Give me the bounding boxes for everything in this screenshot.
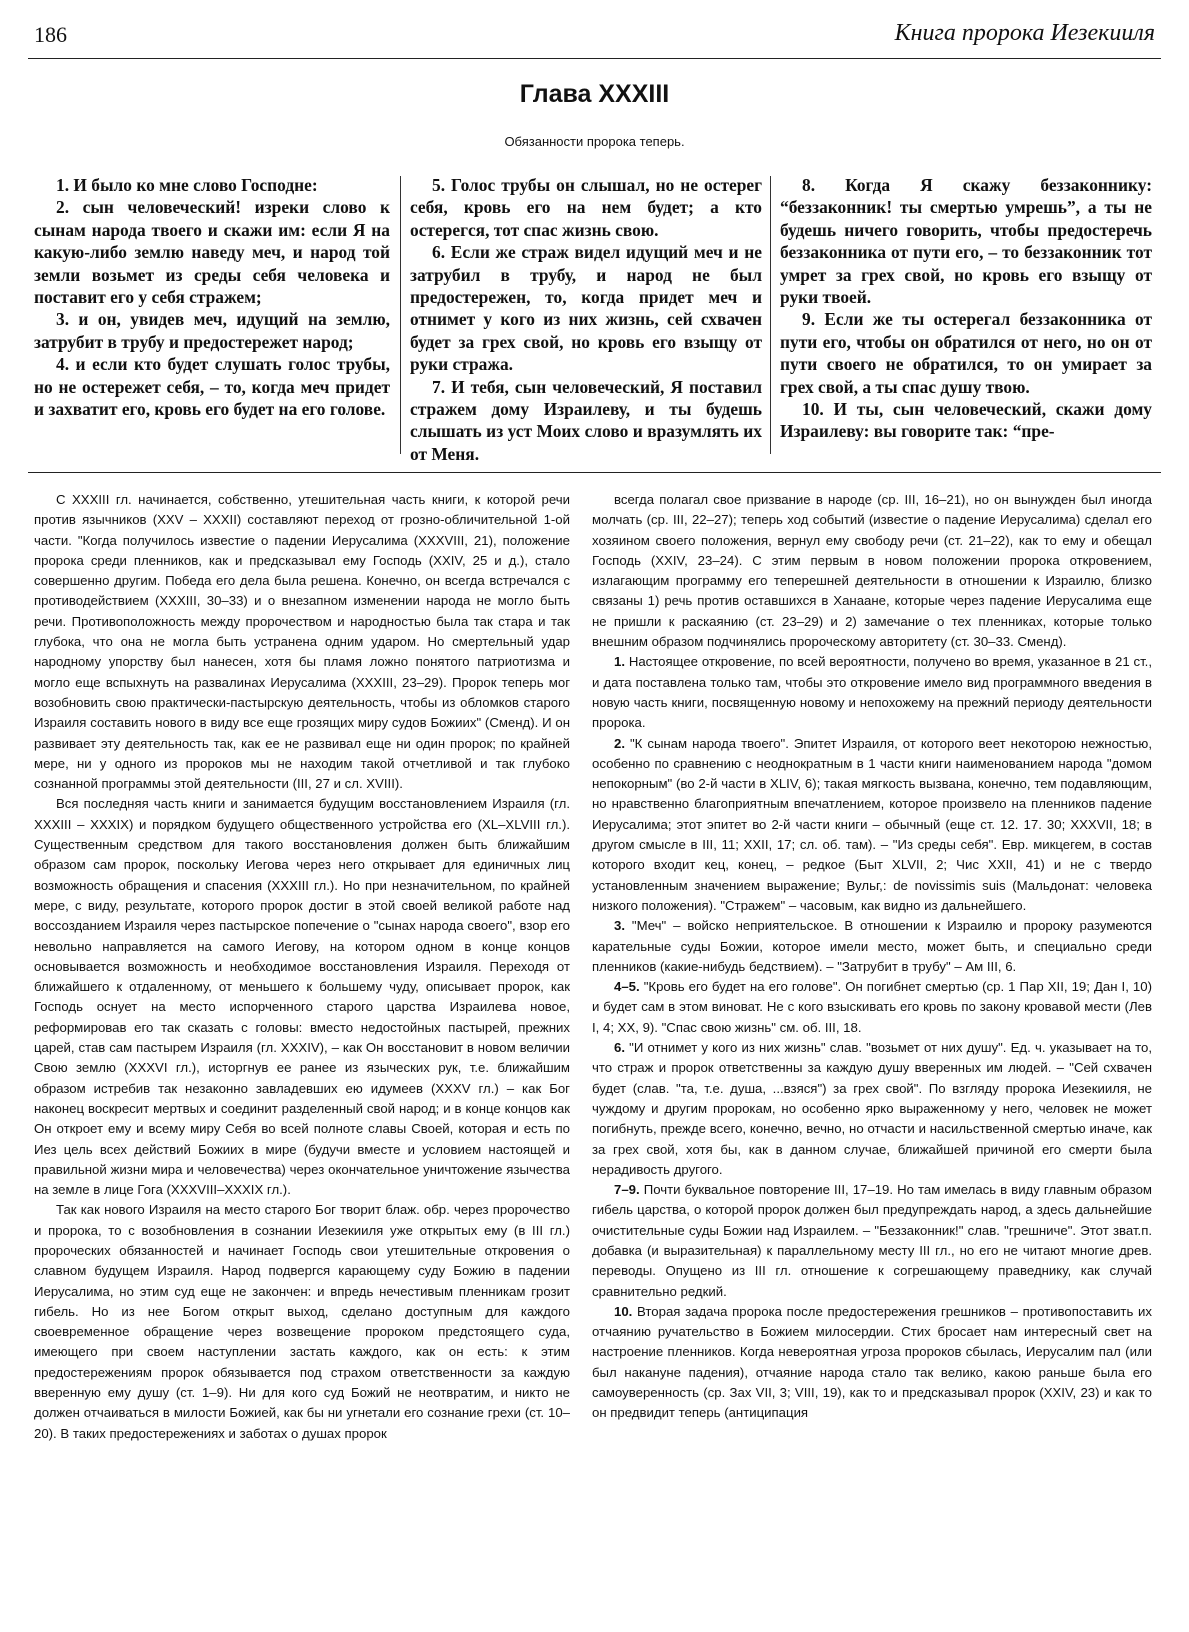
commentary-paragraph	[592, 1038, 1152, 1180]
verse-column-1	[34, 174, 390, 420]
verse: 1. И было ко мне слово Господне:	[56, 175, 318, 195]
commentary-paragraph	[592, 734, 1152, 917]
verse-ref: 3.	[614, 918, 625, 934]
verse-ref: 7–9.	[614, 1182, 640, 1198]
commentary-column-2	[592, 490, 1152, 1424]
commentary-column-1	[34, 490, 570, 1444]
commentary-text: всегда полагал свое призвание в народе (ср. III, 16–21), но он вынужден был иногда молчать (ср. III, 22–27); теперь ход событий (известие о падение Иерусалима) сделал его хозяином своего положения, вернул ему свободу речи (ст. 21–22), как то ему и обещал Господь (XXIV, 23–24). С этим первым в новом положении пророка откровением, излагающим программу его теперешней деятельности в отношении к Израилю, близко связаны 1) речь против оставшихся в Ханаане, которые через падение Иерусалима еще не пришли к раскаянию (ст. 23–29) и 2) замечание о тех пленниках, которые только внешним образом подчинялись пророческому авторитету (ст. 30–33. Сменд).	[592, 492, 1152, 650]
verse: 5. Голос трубы он слышал, но не остерег себя, кровь его на нем будет; а кто остерегся, тот спас жизнь свою.	[410, 175, 762, 240]
verse: 10. И ты, сын человеческий, скажи дому Израилеву: вы говорите так: “пре-	[780, 399, 1152, 442]
verse: 3. и он, увидев меч, идущий на землю, затрубит в трубу и предостережет народ;	[34, 309, 390, 352]
chapter-summary: Обязанности пророка теперь.	[504, 134, 685, 149]
commentary-text: Так как нового Израиля на место старого Бог творит блаж. обр. через пророчество и пророка, то с возобновления в сознании Иезекииля уже открытых ему (в III гл.) пророческих обязанностей и начинает Господь свои утешительные откровения о славном будущем Израиля. Народ подвергся карающему суду Божию в падении Иерусалима, но этим суд еще не закончен: и впредь нечестивым пленникам грозит гибель. Но из нее Богом открыт выход, сделано доступным для каждого своевременное обращение через возвещение пророком предстоящего суда, имеющего при своем наступлении застать каждого, как он есть: к этим предостережениям пророк обязывается под страхом ответственности за каждую вверенную ему душу (ст. 1–9). Ни для кого суд Божий не неотвратим, и никто не должен отчаиваться в милости Божией, как бы ни угнетали его сознание грехи (ст. 10–20). В таких предостережениях и заботах о душах пророк	[34, 1202, 570, 1441]
commentary-text: "Кровь его будет на его голове". Он погибнет смертью (ср. 1 Пар XII, 19; Дан I, 10) и будет сам в этом виноват. Не с кого взыскивать его кровь по закону кровавой мести (Лев I, 4; XX, 9). "Спас свою жизнь" см. об. III, 18.	[592, 979, 1152, 1035]
verse-ref: 1.	[614, 654, 625, 670]
commentary-text: Вся последняя часть книги и занимается будущим восстановлением Израиля (гл. XXXIII – XXXIX) и порядком будущего общественного устройства его (XL–XLVIII гл.). Существенным средством для такого восстановления должен быть ближайшим образом сам пророк, поскольку Иегова через него открывает для единичных лиц возможность обращения и спасения (XXXIII гл.). Но при незначительном, по крайней мере, с виду, результате, которого пророк достиг в этой своей великой работе над воссозданием Израиля через пастырское попечение о "сынах народа своего", взор его невольно направляется на самого Иегову, на котором одном в конце концов основывается возможность и необходимое восстановления Израиля. Переходя от ближайшего к отдаленному, от меньшего к большему чуду, описывает пророк, как Господь оснует на место испорченного старого царства Израилева новое, реформировав его так сказать с головы: вместо недостойных пастырей, прежних царей, став сам пастырем Израиля (гл. XXXIV), – как Он восстановит в новом величии Свою землю (XXXVI гл.), исторгнув ее ранее из языческих рук, т.е. ближайшим образом истребив так незаконно завладевших ею идумеев (XXXV гл.) – как Бог наконец воскресит мертвых и соединит разделенный свой народ; и в конце концов как Он откроет ему и всему миру Себя во всей полноте славы Своей, которая и есть по Иез цель всех действий Божиих в мире (будучи вместе и условием настоящей и правильной жизни мира и человечества) через окончательное уничтожение язычества на земле в лице Гога (XXXVIII–XXXIX гл.).	[34, 796, 570, 1198]
commentary-text: Настоящее откровение, по всей вероятности, получено во время, указанное в 21 ст., и дата поставлена только там, чтобы это откровение имело вид программного введения в новую часть книги, посвященную новому и непохожему на прежний периоду деятельности пророка.	[592, 654, 1152, 731]
commentary-text: Вторая задача пророка после предостережения грешников – противопоставить их отчаянию ручательство в Божием милосердии. Стих бросает нам интересный свет на настроение пленников. Когда невероятная угроза пророков сбылась, Иерусалим пал (или был накануне падения), отчаяние народа стало так велико, какою раньше была его самоуверенность (ср. Зах VII, 3; VIII, 19), как то и предсказывал пророк (XXIV, 23) и как то он предвидит теперь (антиципация	[592, 1303, 1152, 1421]
commentary-text: "И отнимет у кого из них жизнь" слав. "возьмет от них душу". Ед. ч. указывает на то, что страж и пророк ответственны за каждую душу вверенных им людей. – "Сей схвачен будет (слав. "та, т.е. душа, ...взяся") за грех свой". По взгляду пророка Иезекииля, не чуждому и другим пророкам, но особенно ярко выраженному у него, человек не может погибнуть, прежде всего, конечно, вечно, но отчасти и насильственной смертью иначе, как за грех свой, хотя бы, как в данном случае, ближайшей причиной его смерти была нерадивость другого.	[592, 1040, 1152, 1177]
verse: 2. сын человеческий! изреки слово к сынам народа твоего и скажи им: если Я на какую-либо землю наведу меч, и народ той земли возьмет из среды себя человека и поставит его у себя стражем;	[34, 197, 390, 308]
commentary-paragraph	[34, 794, 570, 1200]
commentary-paragraph	[34, 1200, 570, 1444]
section-divider	[28, 472, 1161, 473]
verse-ref: 10.	[614, 1303, 633, 1319]
commentary-paragraph	[592, 916, 1152, 977]
verse: 6. Если же страж видел идущий меч и не затрубил в трубу, и народ не был предостережен, то, когда придет меч и отнимет у кого из них жизнь, сей схвачен будет за грех свой, но кровь его взыщу от руки стража.	[410, 242, 762, 375]
commentary-paragraph	[592, 490, 1152, 652]
commentary-paragraph	[592, 977, 1152, 1038]
commentary-text: "К сынам народа твоего". Эпитет Израиля, от которого веет некоторою нежностью, особенно по сравнению с неоднократным в 1 части книги наименованием народа "домом непокорным" (во 2-й части в XLIV, 6); такая мягкость вызвана, конечно, тем подавляющим, но нравственно благоприятным впечатлением, которое произвело на пленников падение Иерусалима; этот эпитет во 2-й части книги – обычный (еще ст. 12. 17. 30; XXXVII, 18; в другом смысле в III, 11; XXII, 17; сл. об. там). – "Из среды себя". Евр. микцегем, в состав которого входит кец, конец, – редкое (Быт XLVII, 2; Чис XXII, 41) и не с твердо установленным значением выражение; Вульг,: de novissimis suis (Мальдонат: человека низкого положения). "Стражем" – часовым, как видно из дальнейшего.	[592, 735, 1152, 913]
commentary-paragraph	[34, 490, 570, 794]
verse-ref: 2.	[614, 735, 625, 751]
page-number: 186	[34, 22, 67, 47]
verse-ref: 4–5.	[614, 979, 640, 995]
verse-ref: 6.	[614, 1040, 625, 1056]
commentary-text: "Меч" – войско неприятельское. В отношении к Израилю и пророку разумеются карательные суды Божии, которое имели место, может быть, и специально среди пленников (какие-нибудь бедствием). – "Затрубит в трубу" – Ам III, 6.	[592, 918, 1152, 974]
running-head	[28, 18, 1161, 59]
verse: 4. и если кто будет слушать голос трубы, но не остережет себя, – то, когда меч придет и захватит его, кровь его будет на его голове.	[34, 354, 390, 420]
verse: 9. Если же ты остерегал беззаконника от пути его, чтобы он обратился от него, но он от пути своего не обратился, то он умирает за грех свой, а ты спас душу твою.	[780, 309, 1152, 397]
verse: 7. И тебя, сын человеческий, Я поставил стражем дому Израилеву, и ты будешь слышать из уст Моих слово и вразумлять их от Меня.	[410, 376, 762, 464]
verse-column-2	[410, 174, 762, 465]
commentary-text: Почти буквальное повторение III, 17–19. Но там имелась в виду главным образом гибель царства, о которой пророк должен был предупреждать народ, а здесь дальнейшие очистительные суды Божии над Израилем. – "Беззаконник!" слав. "грешниче". Этот зват.п. добавка (и выразительная) к параллельному месту III гл., но его не читают многие древ. переводы. Опущено из III гл. отношение к согрешающему праведнику, как случай сравнительно редкий.	[592, 1182, 1152, 1299]
commentary-paragraph	[592, 652, 1152, 733]
column-divider	[770, 176, 771, 454]
column-divider	[400, 176, 401, 454]
commentary-paragraph	[592, 1180, 1152, 1302]
commentary-paragraph	[592, 1302, 1152, 1424]
verse-column-3	[780, 174, 1152, 443]
commentary-text: С XXXIII гл. начинается, собственно, утешительная часть книги, к которой речи против язычников (XXV – XXXII) составляют переход от грозно-обличительной 1-ой части. "Когда получилось известие о падении Иерусалима (XXXVIII, 21), положение пророка среди пленников, как и предсказывал ему Господь (XXIV, 25 и д.), стало совершенно другим. Победа его дела была решена. Конечно, он всегда встречался с противодействием (XXXIII, 30–33) и о внезапном изменении народа не могло быть речи. Противоположность между пророчеством и народностью была так стара и так глубока, что она не могла быть устранена одним ударом. Но смертельный удар народному упорству был нанесен, хотя бы пламя ложно понятого патриотизма и могло еще вспыхнуть на развалинах Иерусалима (XXXIII, 23–29). Пророк теперь мог возобновить свою практически-пастырскую деятельность, чтобы из обломков старого Израиля составить нового в виду все еще грозящих миру судов Божиих" (Сменд). И он развивает эту деятельность так, как ее не развивал еще ни один пророк; по крайней мере, ни у одного из пророков мы не находим такой отчетливой и так глубоко сознанной программы этой деятельности (III, 27 и сл. XVIII).	[34, 492, 570, 792]
chapter-title: Глава XXXIII	[519, 80, 670, 108]
running-title: Книга пророка Иезекииля	[894, 20, 1155, 46]
verse: 8. Когда Я скажу беззаконнику: “беззаконник! ты смертью умрешь”, а ты не будешь ничего говорить, чтобы предостеречь беззаконника от пути его, – то беззаконник тот умрет за грех свой, но кровь его взыщу от руки твоей.	[780, 175, 1152, 308]
